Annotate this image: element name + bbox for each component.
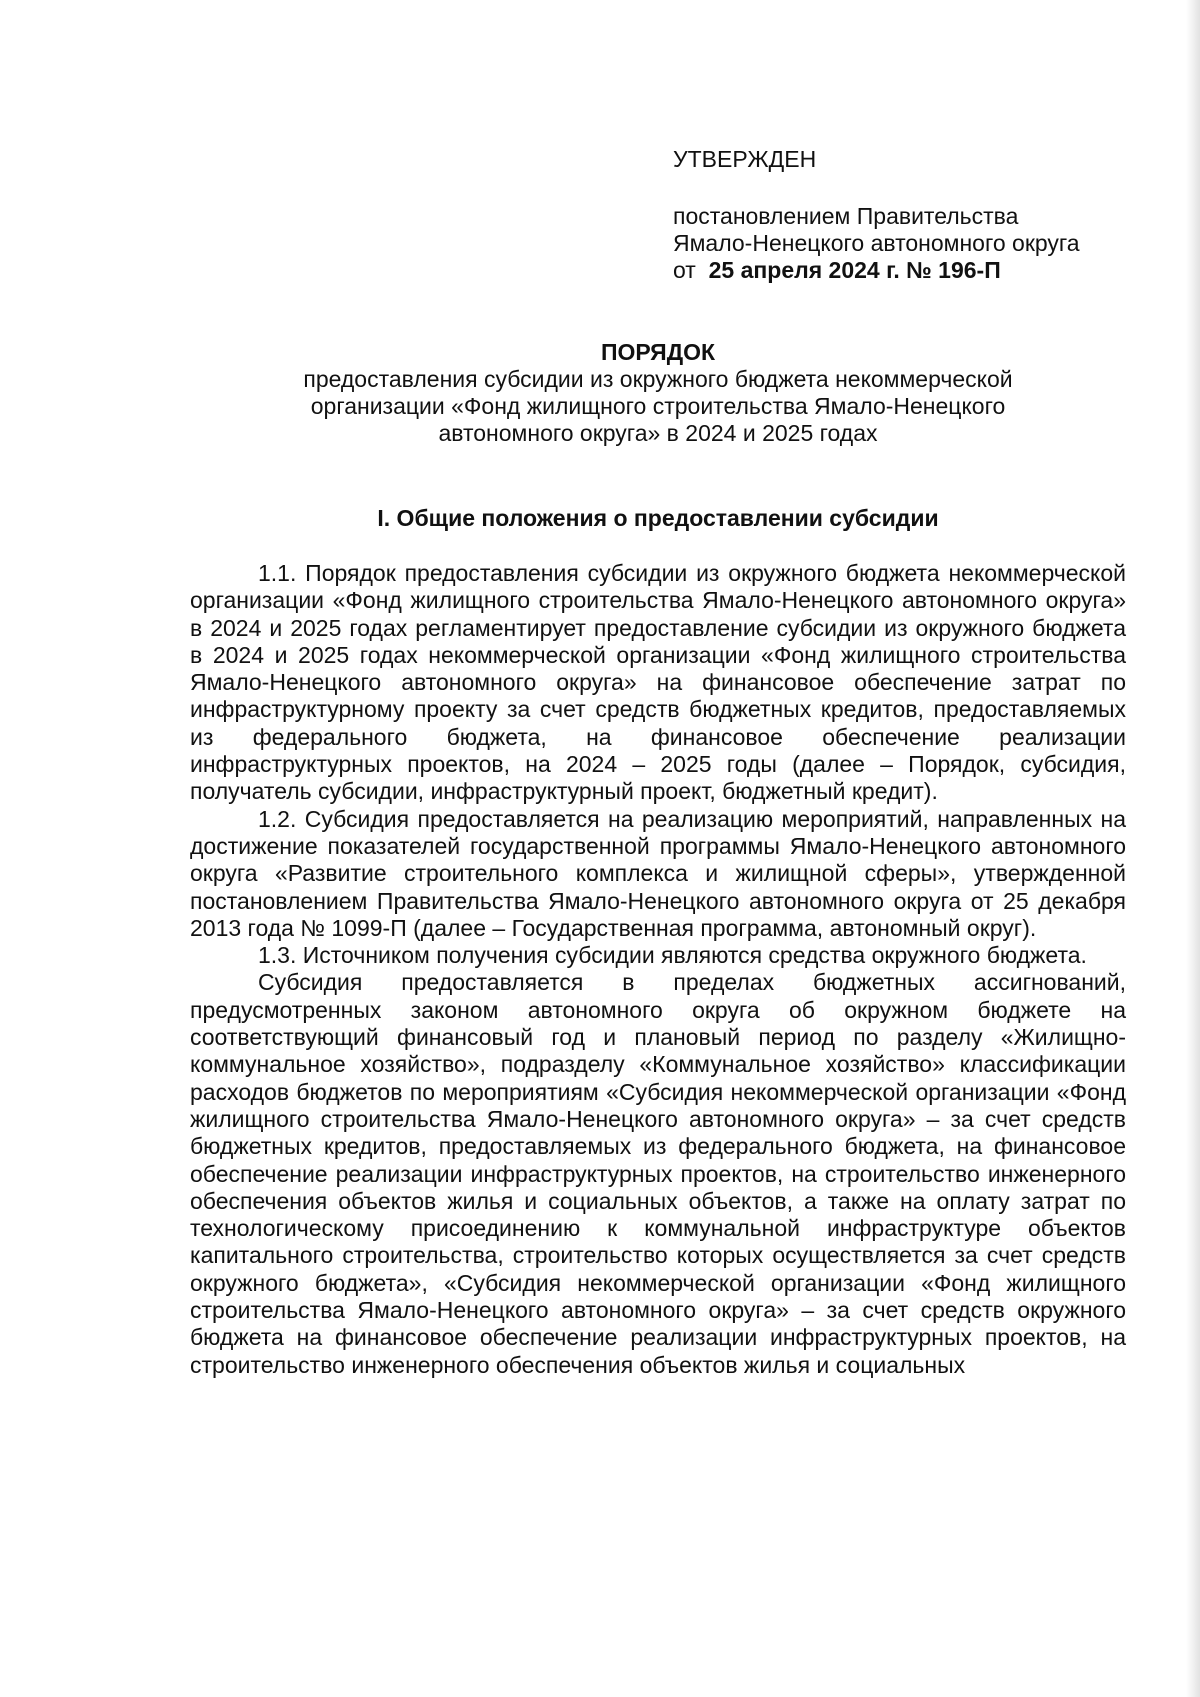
approval-date-number: 25 апреля 2024 г. № 196-П <box>708 257 1001 283</box>
approval-stamp <box>673 146 1143 284</box>
paragraph-subsidy-limits: Субсидия предоставляется в пределах бюджетных ассигнований, предусмотренных законом автономного округа об окружном бюджете на соответствующий финансовый год и плановый период по разделу «Жилищно-коммунальное хозяйство», подразделу «Коммунальное хозяйство» классификации расходов бюджетов по мероприятиям «Субсидия некоммерческой организации «Фонд жилищного строительства Ямало-Ненецкого автономного округа» – за счет средств бюджетных кредитов, предоставляемых из федерального бюджета, на финансовое обеспечение реализации инфраструктурных проектов, на строительство инженерного обеспечения объектов жилья и социальных объектов, а также на оплату затрат по технологическому присоединению к коммунальной инфраструктуре объектов капитального строительства, строительство которых осуществляется за счет средств окружного бюджета», «Субсидия некоммерческой организации «Фонд жилищного строительства Ямало-Ненецкого автономного округа» – за счет средств окружного бюджета на финансовое обеспечение реализации инфраструктурных проектов, на строительство инженерного обеспечения объектов жилья и социальных <box>190 969 1126 1378</box>
paragraph-1-2: 1.2. Субсидия предоставляется на реализацию мероприятий, направленных на достижение показателей государственной программы Ямало-Ненецкого автономного округа «Развитие строительного комплекса и жилищной сферы», утвержденной постановлением Правительства Ямало-Ненецкого автономного округа от 25 декабря 2013 года № 1099-П (далее – Государственная программа, автономный округ). <box>190 805 1126 941</box>
approval-date-line <box>673 257 1143 284</box>
document-body <box>190 560 1126 1379</box>
approval-line-1: постановлением Правительства <box>673 203 1019 229</box>
document-subtitle-line-1: предоставления субсидии из окружного бюджета некоммерческой <box>303 366 1013 392</box>
document-subtitle-line-3: автономного округа» в 2024 и 2025 годах <box>438 420 878 446</box>
approval-date-prefix: от <box>673 257 696 283</box>
section-title: I. Общие положения о предоставлении субсидии <box>377 505 939 531</box>
approval-line-2: Ямало-Ненецкого автономного округа <box>673 230 1080 256</box>
document-title-block <box>190 339 1126 447</box>
approval-title: УТВЕРЖДЕН <box>673 146 817 172</box>
paragraph-1-3: 1.3. Источником получения субсидии являются средства окружного бюджета. <box>258 942 1087 969</box>
document-subtitle-line-2: организации «Фонд жилищного строительства Ямало-Ненецкого <box>310 393 1006 419</box>
page-edge-shadow <box>1186 0 1200 1697</box>
document-heading: ПОРЯДОК <box>600 339 716 365</box>
paragraph-1-1: 1.1. Порядок предоставления субсидии из окружного бюджета некоммерческой организации «Фонд жилищного строительства Ямало-Ненецкого автономного округа» в 2024 и 2025 годах регламентирует предоставление субсидии из окружного бюджета в 2024 и 2025 годах некоммерческой организации «Фонд жилищного строительства Ямало-Ненецкого автономного округа» на финансовое обеспечение затрат по инфраструктурному проекту за счет средств бюджетных кредитов, предоставляемых из федерального бюджета, на финансовое обеспечение реализации инфраструктурных проектов, на 2024 – 2025 годы (далее – Порядок, субсидия, получатель субсидии, инфраструктурный проект, бюджетный кредит). <box>190 560 1126 805</box>
